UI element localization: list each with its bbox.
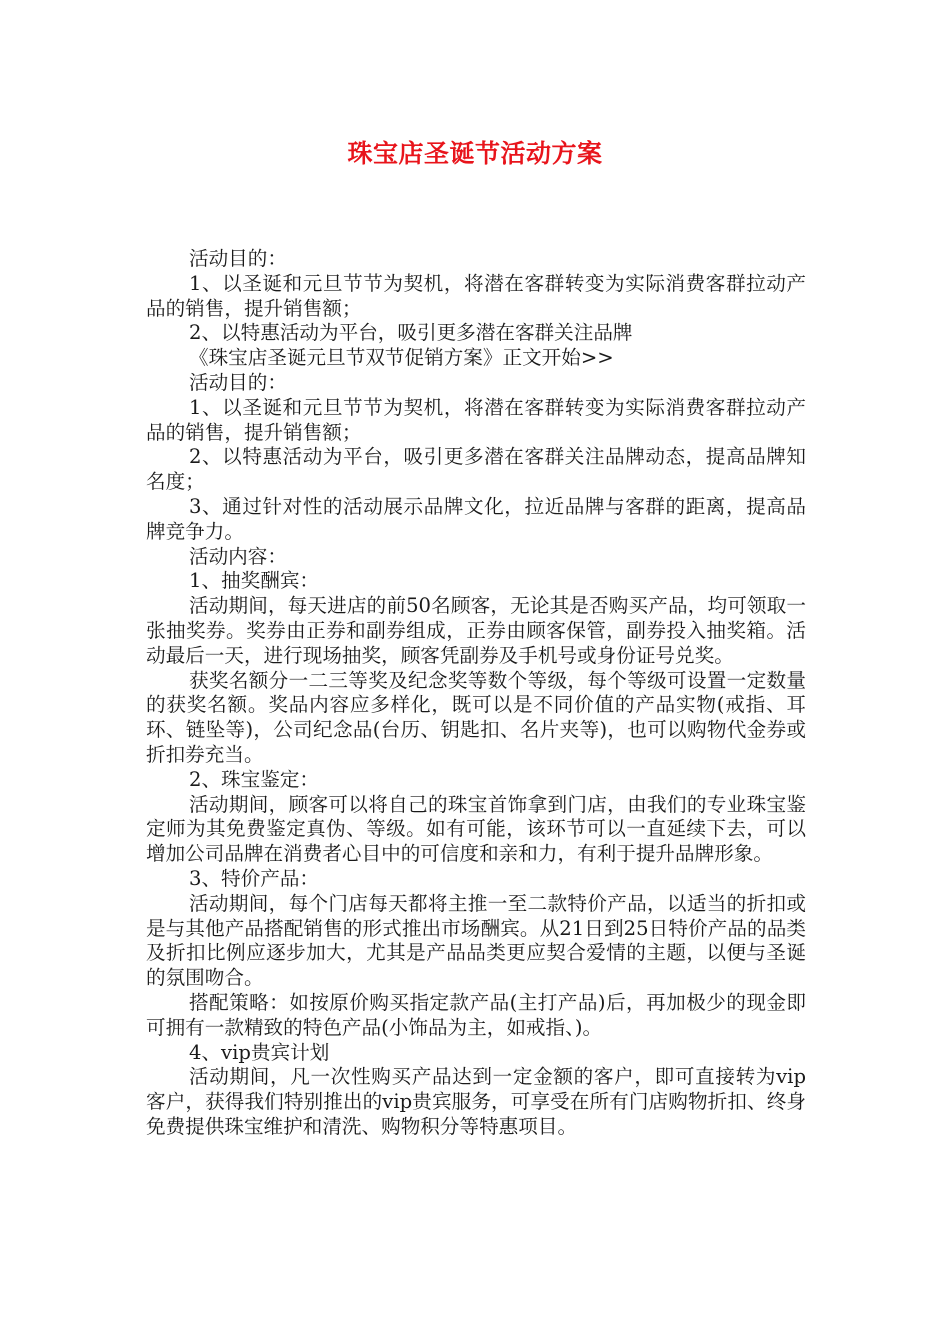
paragraph: 2、以特惠活动为平台，吸引更多潜在客群关注品牌	[189, 321, 633, 345]
paragraph: 活动内容：	[189, 544, 287, 568]
paragraph: 活动期间，凡一次性购买产品达到一定金额的客户，即可直接转为vip客户，获得我们特别推出的vip贵宾服务，可享受在所有门店购物折扣、终身免费提供珠宝维护和清洗、购物积分等特惠项目。	[146, 1065, 806, 1138]
document-body	[146, 247, 806, 1140]
paragraph: 活动期间，每天进店的前50名顾客，无论其是否购买产品，均可领取一张抽奖券。奖券由正券和副券组成，正券由顾客保管，副券投入抽奖箱。活动最后一天，进行现场抽奖，顾客凭副券及手机号或身份证号兑奖。	[146, 594, 806, 667]
paragraph: 1、以圣诞和元旦节节为契机，将潜在客群转变为实际消费客群拉动产品的销售，提升销售额；	[146, 395, 806, 444]
paragraph: 4、vip贵宾计划	[189, 1040, 330, 1064]
paragraph: 获奖名额分一二三等奖及纪念奖等数个等级，每个等级可设置一定数量的获奖名额。奖品内容应多样化，既可以是不同价值的产品实物(戒指、耳环、链坠等)，公司纪念品(台历、钥匙扣、名片夹等)，也可以购物代金券或折扣券充当。	[146, 668, 806, 766]
paragraph: 1、抽奖酬宾：	[189, 569, 320, 593]
paragraph: 2、珠宝鉴定：	[189, 767, 320, 791]
paragraph: 活动目的：	[189, 247, 287, 270]
paragraph: 活动目的：	[189, 370, 287, 394]
paragraph: 3、通过针对性的活动展示品牌文化，拉近品牌与客群的距离，提高品牌竞争力。	[146, 494, 806, 543]
paragraph: 搭配策略：如按原价购买指定款产品(主打产品)后，再加极少的现金即可拥有一款精致的特色产品(小饰品为主，如戒指、)。	[146, 990, 806, 1039]
paragraph: 活动期间，每个门店每天都将主推一至二款特价产品，以适当的折扣或是与其他产品搭配销售的形式推出市场酬宾。从21日到25日特价产品的品类及折扣比例应逐步加大，尤其是产品品类更应契合爱情的主题，以便与圣诞的氛围吻合。	[146, 891, 806, 990]
paragraph: 活动期间，顾客可以将自己的珠宝首饰拿到门店，由我们的专业珠宝鉴定师为其免费鉴定真伪、等级。如有可能，该环节可以一直延续下去，可以增加公司品牌在消费者心目中的可信度和亲和力，有利于提升品牌形象。	[146, 792, 806, 866]
paragraph: 3、特价产品：	[189, 866, 320, 890]
paragraph: 《珠宝店圣诞元旦节双节促销方案》正文开始>>	[189, 346, 614, 370]
document-title: 珠宝店圣诞节活动方案	[347, 139, 603, 168]
paragraph: 1、以圣诞和元旦节节为契机，将潜在客群转变为实际消费客群拉动产品的销售，提升销售额；	[146, 271, 806, 320]
paragraph: 2、以特惠活动为平台，吸引更多潜在客群关注品牌动态，提高品牌知名度；	[146, 445, 806, 494]
